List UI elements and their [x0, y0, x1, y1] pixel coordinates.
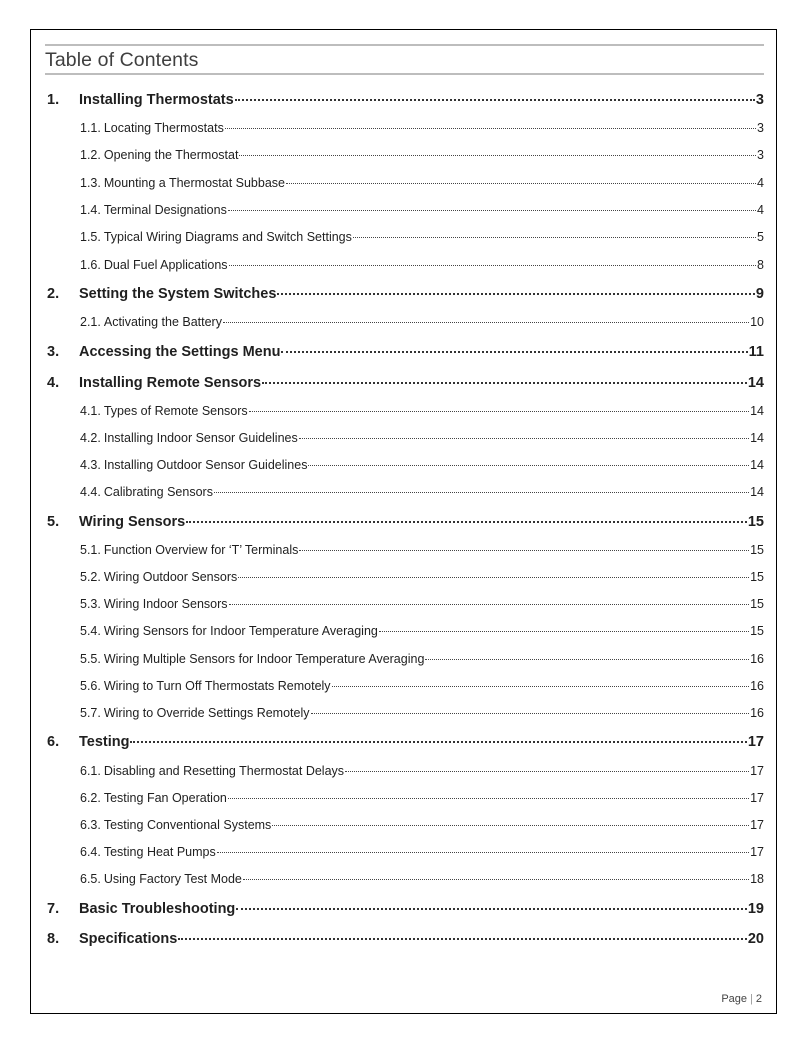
toc-entry-page-number[interactable]: 5 [757, 230, 764, 244]
toc-entry-title[interactable]: Installing Outdoor Sensor Guidelines [103, 458, 308, 472]
toc-entry-number: 6. [47, 734, 60, 750]
toc-entry-section[interactable] [47, 176, 764, 190]
toc-entry-number: 1.1. [80, 121, 101, 135]
toc-entry-page-number[interactable]: 9 [755, 286, 764, 302]
toc-entry-title[interactable]: Wiring to Override Settings Remotely [103, 706, 310, 720]
toc-entry-number: 1.3. [80, 176, 101, 190]
toc-entry-number: 5.1. [80, 543, 101, 557]
toc-entry-number: 4.4. [80, 485, 101, 499]
toc-dot-leader [214, 492, 749, 493]
toc-entry-section[interactable] [47, 570, 764, 584]
toc-entry-section[interactable] [47, 652, 764, 666]
toc-entry-section[interactable] [47, 258, 764, 272]
toc-entry-section[interactable] [47, 543, 764, 557]
toc-entry-title[interactable]: Wiring to Turn Off Thermostats Remotely [103, 679, 331, 693]
toc-entry-section[interactable] [47, 148, 764, 162]
toc-entry-number: 4.1. [80, 404, 101, 418]
toc-entry-page-number[interactable]: 17 [750, 845, 764, 859]
toc-entry-title[interactable]: Disabling and Resetting Thermostat Delays [103, 764, 345, 778]
toc-entry-page-number[interactable]: 15 [747, 514, 764, 530]
title-bottom-rule [45, 73, 764, 75]
toc-entry-page-number[interactable]: 15 [750, 597, 764, 611]
footer-label: Page [721, 993, 748, 1005]
toc-dot-leader [281, 351, 747, 353]
toc-entry-number: 5. [47, 514, 60, 530]
toc-entry-chapter[interactable] [47, 734, 764, 750]
toc-entry-title[interactable]: Wiring Outdoor Sensors [103, 570, 238, 584]
toc-dot-leader [379, 631, 749, 632]
toc-entry-title[interactable]: Wiring Multiple Sensors for Indoor Temperature Averaging [103, 652, 425, 666]
toc-entry-page-number[interactable]: 17 [750, 791, 764, 805]
toc-entry-section[interactable] [47, 404, 764, 418]
toc-entry-number: 1.2. [80, 148, 101, 162]
toc-entry-section[interactable] [47, 764, 764, 778]
toc-dot-leader [243, 879, 749, 880]
toc-entry-section[interactable] [47, 624, 764, 638]
toc-entry-page-number[interactable]: 17 [750, 818, 764, 832]
toc-entry-page-number[interactable]: 15 [750, 624, 764, 638]
toc-entry-page-number[interactable]: 3 [757, 121, 764, 135]
toc-entry-title[interactable]: Setting the System Switches [79, 286, 277, 302]
toc-dot-leader [229, 265, 757, 266]
toc-entry-title[interactable]: Testing [79, 734, 130, 750]
toc-dot-leader [130, 741, 746, 743]
toc-entry-page-number[interactable]: 15 [750, 570, 764, 584]
toc-entry-number: 4.3. [80, 458, 101, 472]
toc-dot-leader [228, 210, 756, 211]
toc-entry-title[interactable]: Wiring Indoor Sensors [103, 597, 228, 611]
toc-dot-leader [178, 938, 747, 940]
toc-entry-chapter[interactable] [47, 514, 764, 530]
toc-entry-title[interactable]: Basic Troubleshooting [79, 901, 236, 917]
toc-entry-title[interactable]: Accessing the Settings Menu [79, 344, 281, 360]
toc-entry-page-number[interactable]: 16 [750, 679, 764, 693]
toc-dot-leader [238, 577, 749, 578]
toc-entry-number: 1.4. [80, 203, 101, 217]
title-top-rule [45, 44, 764, 46]
toc-dot-leader [223, 322, 749, 323]
toc-entry-number: 5.6. [80, 679, 101, 693]
document-page [30, 29, 777, 1014]
toc-entry-section[interactable] [47, 121, 764, 135]
toc-entry-number: 1.6. [80, 258, 101, 272]
toc-entry-chapter[interactable] [47, 901, 764, 917]
toc-entry-number: 6.1. [80, 764, 101, 778]
toc-dot-leader [299, 550, 749, 551]
toc-entry-title[interactable]: Locating Thermostats [103, 121, 224, 135]
toc-dot-leader [311, 713, 750, 714]
toc-entry-number: 4.2. [80, 431, 101, 445]
toc-entry-title[interactable]: Function Overview for ‘T’ Terminals [103, 543, 299, 557]
footer-separator: | [750, 993, 753, 1005]
toc-entry-title[interactable]: Specifications [79, 931, 178, 947]
toc-entry-number: 5.4. [80, 624, 101, 638]
toc-dot-leader [236, 908, 747, 910]
toc-entry-section[interactable] [47, 679, 764, 693]
toc-entry-number: 4. [47, 375, 60, 391]
toc-entry-title[interactable]: Activating the Battery [103, 315, 222, 329]
toc-entry-title[interactable]: Testing Fan Operation [103, 791, 227, 805]
toc-entry-page-number[interactable]: 20 [747, 931, 764, 947]
toc-entry-chapter[interactable] [47, 92, 764, 108]
toc-entry-title[interactable]: Typical Wiring Diagrams and Switch Settings [103, 230, 352, 244]
toc-entry-page-number[interactable]: 14 [750, 485, 764, 499]
toc-dot-leader [186, 521, 747, 523]
toc-entry-section[interactable] [47, 230, 764, 244]
toc-entry-page-number[interactable]: 15 [750, 543, 764, 557]
toc-entry-number: 1. [47, 92, 60, 108]
toc-entry-title[interactable]: Installing Thermostats [79, 92, 234, 108]
toc-entry-page-number[interactable]: 18 [750, 872, 764, 886]
footer-page-number: 2 [755, 993, 762, 1005]
toc-entry-title[interactable]: Using Factory Test Mode [103, 872, 242, 886]
toc-entry-title[interactable]: Terminal Designations [103, 203, 227, 217]
toc-entry-number: 2. [47, 286, 60, 302]
toc-entry-title[interactable]: Testing Heat Pumps [103, 845, 216, 859]
toc-dot-leader [239, 155, 756, 156]
toc-dot-leader [225, 128, 756, 129]
toc-dot-leader [353, 237, 756, 238]
toc-entry-page-number[interactable]: 4 [757, 203, 764, 217]
toc-entry-page-number[interactable]: 19 [747, 901, 764, 917]
toc-entry-page-number[interactable]: 10 [750, 315, 764, 329]
toc-dot-leader [286, 183, 756, 184]
toc-dot-leader [228, 798, 749, 799]
toc-entry-number: 7. [47, 901, 60, 917]
toc-entry-page-number[interactable]: 16 [750, 706, 764, 720]
toc-entry-section[interactable] [47, 485, 764, 499]
toc-entry-chapter[interactable] [47, 286, 764, 302]
toc-entry-number: 5.3. [80, 597, 101, 611]
toc-dot-leader [345, 771, 749, 772]
toc-entry-page-number[interactable]: 14 [750, 458, 764, 472]
toc-entry-page-number[interactable]: 8 [757, 258, 764, 272]
toc-dot-leader [262, 382, 747, 384]
toc-entry-section[interactable] [47, 458, 764, 472]
toc-entry-section[interactable] [47, 431, 764, 445]
toc-entry-page-number[interactable]: 14 [750, 431, 764, 445]
toc-entry-section[interactable] [47, 597, 764, 611]
toc-entry-title[interactable]: Wiring Sensors [79, 514, 186, 530]
toc-entry-section[interactable] [47, 706, 764, 720]
toc-entry-section[interactable] [47, 203, 764, 217]
toc-entry-chapter[interactable] [47, 375, 764, 391]
toc-entry-chapter[interactable] [47, 931, 764, 947]
toc-entry-section[interactable] [47, 315, 764, 329]
toc-entry-section[interactable] [47, 791, 764, 805]
toc-entry-page-number[interactable]: 17 [750, 764, 764, 778]
toc-entry-title[interactable]: Types of Remote Sensors [103, 404, 248, 418]
toc-entry-section[interactable] [47, 818, 764, 832]
toc-entry-page-number[interactable]: 4 [757, 176, 764, 190]
toc-dot-leader [217, 852, 749, 853]
toc-dot-leader [249, 411, 749, 412]
toc-entry-page-number[interactable]: 14 [750, 404, 764, 418]
toc-entry-title[interactable]: Installing Remote Sensors [79, 375, 262, 391]
toc-entry-page-number[interactable]: 16 [750, 652, 764, 666]
toc-entry-number: 3. [47, 344, 60, 360]
toc-entry-number: 6.3. [80, 818, 101, 832]
toc-entry-page-number[interactable]: 17 [747, 734, 764, 750]
toc-entry-section[interactable] [47, 845, 764, 859]
page-title: Table of Contents [45, 49, 199, 71]
toc-entry-title[interactable]: Opening the Thermostat [103, 148, 239, 162]
toc-entry-number: 6.2. [80, 791, 101, 805]
toc-dot-leader [272, 825, 749, 826]
toc-dot-leader [235, 99, 755, 101]
toc-entry-title[interactable]: Mounting a Thermostat Subbase [103, 176, 285, 190]
toc-entry-number: 5.7. [80, 706, 101, 720]
toc-dot-leader [308, 465, 749, 466]
toc-entry-title[interactable]: Installing Indoor Sensor Guidelines [103, 431, 298, 445]
toc-entry-number: 6.5. [80, 872, 101, 886]
toc-entry-page-number[interactable]: 14 [747, 375, 764, 391]
toc-entry-number: 1.5. [80, 230, 101, 244]
toc-entry-number: 2.1. [80, 315, 101, 329]
toc-dot-leader [299, 438, 749, 439]
toc-entry-number: 5.2. [80, 570, 101, 584]
toc-entry-section[interactable] [47, 872, 764, 886]
toc-entry-page-number[interactable]: 3 [755, 92, 764, 108]
toc-entry-number: 6.4. [80, 845, 101, 859]
toc-dot-leader [425, 659, 749, 660]
toc-dot-leader [332, 686, 750, 687]
page-footer [721, 993, 762, 1005]
toc-entry-title[interactable]: Testing Conventional Systems [103, 818, 272, 832]
toc-entry-title[interactable]: Dual Fuel Applications [103, 258, 228, 272]
toc-entry-number: 5.5. [80, 652, 101, 666]
toc-entry-page-number[interactable]: 3 [757, 148, 764, 162]
toc-entry-page-number[interactable]: 11 [748, 344, 764, 360]
toc-entry-title[interactable]: Wiring Sensors for Indoor Temperature Averaging [103, 624, 378, 638]
toc-entry-number: 8. [47, 931, 60, 947]
toc-entry-chapter[interactable] [47, 344, 764, 360]
toc-dot-leader [229, 604, 750, 605]
toc-entry-title[interactable]: Calibrating Sensors [103, 485, 213, 499]
toc-dot-leader [277, 293, 755, 295]
